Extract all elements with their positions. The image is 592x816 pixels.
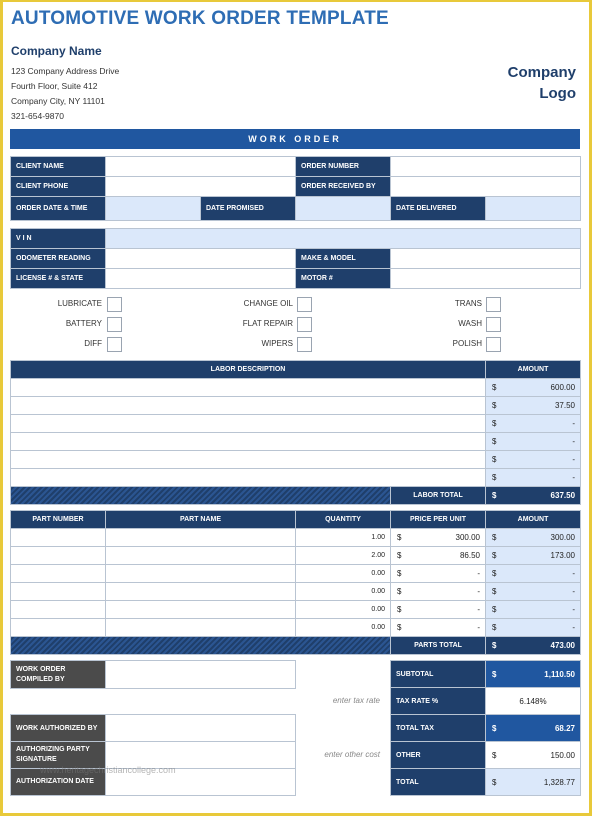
wash-checkbox[interactable] bbox=[486, 317, 501, 332]
quantity-field[interactable]: 1.00 bbox=[296, 529, 391, 547]
company-phone: 321-654-9870 bbox=[11, 111, 64, 121]
work-order-bar: WORK ORDER bbox=[10, 129, 580, 149]
wipers-checkbox[interactable] bbox=[297, 337, 312, 352]
battery-checkbox[interactable] bbox=[107, 317, 122, 332]
part-name-field[interactable] bbox=[106, 619, 296, 637]
labor-desc-field[interactable] bbox=[11, 433, 486, 451]
date-delivered-label: DATE DELIVERED bbox=[391, 197, 486, 221]
parts-amount-cell: $ 300.00 bbox=[486, 529, 581, 547]
total-tax-label: TOTAL TAX bbox=[391, 715, 486, 742]
diff-label: DIFF bbox=[84, 339, 102, 348]
enter-other-cost-hint: enter other cost bbox=[324, 750, 380, 759]
authorized-by-field[interactable] bbox=[106, 715, 296, 742]
parts-total-value: 473.00 bbox=[550, 641, 575, 650]
parts-amount-value: - bbox=[572, 587, 575, 596]
part-number-field[interactable] bbox=[11, 583, 106, 601]
labor-amount-value: 600.00 bbox=[550, 383, 576, 392]
change-oil-label: CHANGE OIL bbox=[243, 299, 293, 308]
enter-tax-rate-hint: enter tax rate bbox=[332, 696, 380, 705]
price-field[interactable]: $ - bbox=[391, 619, 486, 637]
company-logo bbox=[476, 62, 576, 104]
watermark: www.heritagechristiancollege.com bbox=[40, 765, 176, 775]
total-label: TOTAL bbox=[391, 769, 486, 796]
price-field[interactable]: $ - bbox=[391, 583, 486, 601]
price-value: - bbox=[477, 605, 480, 614]
parts-table bbox=[10, 510, 581, 655]
change-oil-checkbox[interactable] bbox=[297, 297, 312, 312]
battery-label: BATTERY bbox=[65, 319, 102, 328]
license-state-field[interactable] bbox=[106, 269, 296, 289]
part-number-field[interactable] bbox=[11, 619, 106, 637]
date-promised-field[interactable] bbox=[296, 197, 391, 221]
motor-label: MOTOR # bbox=[296, 269, 391, 289]
parts-amount-value: - bbox=[572, 623, 575, 632]
trans-label: TRANS bbox=[454, 299, 482, 308]
part-number-header: PART NUMBER bbox=[11, 511, 106, 529]
total-cell: $ 1,328.77 bbox=[486, 769, 581, 796]
tax-rate-label: TAX RATE % bbox=[391, 688, 486, 715]
compiled-by-table bbox=[10, 660, 296, 689]
total-value: 1,328.77 bbox=[543, 777, 575, 787]
vehicle-info-table bbox=[10, 228, 581, 289]
compiled-by-label: WORK ORDER COMPILED BY bbox=[11, 661, 106, 689]
labor-total-stripe bbox=[11, 487, 391, 505]
total-tax-cell: $ 68.27 bbox=[486, 715, 581, 742]
polish-checkbox[interactable] bbox=[486, 337, 501, 352]
wash-label: WASH bbox=[458, 319, 482, 328]
subtotal-label: SUBTOTAL bbox=[391, 661, 486, 688]
diff-checkbox[interactable] bbox=[107, 337, 122, 352]
parts-amount-value: 300.00 bbox=[550, 533, 575, 542]
part-name-field[interactable] bbox=[106, 601, 296, 619]
labor-desc-field[interactable] bbox=[11, 379, 486, 397]
labor-amount-cell: $ - bbox=[486, 469, 581, 487]
quantity-field[interactable]: 0.00 bbox=[296, 583, 391, 601]
flat-repair-checkbox[interactable] bbox=[297, 317, 312, 332]
make-model-label: MAKE & MODEL bbox=[296, 249, 391, 269]
parts-amount-value: - bbox=[572, 605, 575, 614]
labor-desc-field[interactable] bbox=[11, 397, 486, 415]
parts-amount-cell: $ - bbox=[486, 601, 581, 619]
parts-amount-cell: $ - bbox=[486, 583, 581, 601]
price-value: - bbox=[477, 587, 480, 596]
parts-amount-value: - bbox=[572, 569, 575, 578]
odometer-field[interactable] bbox=[106, 249, 296, 269]
order-number-field[interactable] bbox=[391, 157, 581, 177]
labor-amount-value: - bbox=[572, 455, 576, 464]
price-per-unit-header: PRICE PER UNIT bbox=[391, 511, 486, 529]
tax-rate-field[interactable]: 6.148% bbox=[486, 688, 581, 715]
company-address-line1: 123 Company Address Drive bbox=[11, 66, 120, 76]
totals-table bbox=[390, 660, 581, 796]
authorized-by-label: WORK AUTHORIZED BY bbox=[11, 715, 106, 742]
authorization-table bbox=[10, 714, 296, 796]
subtotal-value: 1,110.50 bbox=[544, 669, 575, 679]
other-value: 150.00 bbox=[550, 750, 575, 760]
vin-field[interactable] bbox=[106, 229, 581, 249]
client-name-label: CLIENT NAME bbox=[11, 157, 106, 177]
labor-amount-cell: $ - bbox=[486, 433, 581, 451]
order-received-by-field[interactable] bbox=[391, 177, 581, 197]
price-field[interactable]: $ - bbox=[391, 601, 486, 619]
license-state-label: LICENSE # & STATE bbox=[11, 269, 106, 289]
labor-description-header: LABOR DESCRIPTION bbox=[11, 361, 486, 379]
labor-amount-cell: $ 600.00 bbox=[486, 379, 581, 397]
part-name-field[interactable] bbox=[106, 583, 296, 601]
odometer-label: ODOMETER READING bbox=[11, 249, 106, 269]
price-field[interactable]: $ 86.50 bbox=[391, 547, 486, 565]
logo-line1: Company bbox=[507, 64, 576, 81]
labor-amount-value: - bbox=[572, 419, 576, 428]
labor-total-label: LABOR TOTAL bbox=[391, 487, 486, 505]
labor-amount-value: - bbox=[572, 437, 576, 446]
parts-amount-header: AMOUNT bbox=[486, 511, 581, 529]
lubricate-label: LUBRICATE bbox=[57, 299, 102, 308]
authorization-date-label: AUTHORIZATION DATE bbox=[11, 769, 106, 796]
parts-total-stripe bbox=[11, 637, 391, 655]
part-name-field[interactable] bbox=[106, 547, 296, 565]
other-field[interactable]: $ 150.00 bbox=[486, 742, 581, 769]
quantity-header: QUANTITY bbox=[296, 511, 391, 529]
trans-checkbox[interactable] bbox=[486, 297, 501, 312]
signature-label: AUTHORIZING PARTY SIGNATURE bbox=[11, 742, 106, 769]
price-field[interactable]: $ 300.00 bbox=[391, 529, 486, 547]
other-label: OTHER bbox=[391, 742, 486, 769]
lubricate-checkbox[interactable] bbox=[107, 297, 122, 312]
part-number-field[interactable] bbox=[11, 529, 106, 547]
client-info-table bbox=[10, 156, 581, 221]
part-number-field[interactable] bbox=[11, 601, 106, 619]
client-phone-field[interactable] bbox=[106, 177, 296, 197]
parts-amount-cell: $ - bbox=[486, 619, 581, 637]
labor-desc-field[interactable] bbox=[11, 451, 486, 469]
labor-table bbox=[10, 360, 581, 505]
subtotal-cell: $ 1,110.50 bbox=[486, 661, 581, 688]
price-field[interactable]: $ - bbox=[391, 565, 486, 583]
part-number-field[interactable] bbox=[11, 565, 106, 583]
part-name-header: PART NAME bbox=[106, 511, 296, 529]
labor-amount-value: - bbox=[572, 473, 576, 482]
vin-label: V I N bbox=[11, 229, 106, 249]
parts-total-label: PARTS TOTAL bbox=[391, 637, 486, 655]
labor-desc-field[interactable] bbox=[11, 415, 486, 433]
client-phone-label: CLIENT PHONE bbox=[11, 177, 106, 197]
part-name-field[interactable] bbox=[106, 565, 296, 583]
order-date-time-field[interactable] bbox=[106, 197, 201, 221]
polish-label: POLISH bbox=[452, 339, 482, 348]
price-value: 86.50 bbox=[459, 551, 480, 560]
order-date-time-label: ORDER DATE & TIME bbox=[11, 197, 106, 221]
wipers-label: WIPERS bbox=[261, 339, 293, 348]
labor-amount-header: AMOUNT bbox=[486, 361, 581, 379]
parts-amount-cell: $ 173.00 bbox=[486, 547, 581, 565]
logo-line2: Logo bbox=[539, 85, 576, 102]
labor-total-cell: $ 637.50 bbox=[486, 487, 581, 505]
company-address-line3: Company City, NY 11101 bbox=[11, 96, 105, 106]
price-value: - bbox=[477, 569, 480, 578]
page-title: AUTOMOTIVE WORK ORDER TEMPLATE bbox=[11, 8, 389, 29]
client-name-field[interactable] bbox=[106, 157, 296, 177]
order-number-label: ORDER NUMBER bbox=[296, 157, 391, 177]
motor-field[interactable] bbox=[391, 269, 581, 289]
company-address-line2: Fourth Floor, Suite 412 bbox=[11, 81, 98, 91]
labor-amount-value: 37.50 bbox=[554, 401, 576, 410]
quantity-field[interactable]: 0.00 bbox=[296, 619, 391, 637]
labor-desc-field[interactable] bbox=[11, 469, 486, 487]
part-name-field[interactable] bbox=[106, 529, 296, 547]
price-value: - bbox=[477, 623, 480, 632]
labor-amount-cell: $ - bbox=[486, 415, 581, 433]
parts-amount-value: 173.00 bbox=[550, 551, 575, 560]
compiled-by-field[interactable] bbox=[106, 661, 296, 689]
labor-amount-cell: $ - bbox=[486, 451, 581, 469]
company-name: Company Name bbox=[11, 44, 102, 58]
quantity-field[interactable]: 2.00 bbox=[296, 547, 391, 565]
price-value: 300.00 bbox=[455, 533, 480, 542]
order-received-by-label: ORDER RECEIVED BY bbox=[296, 177, 391, 197]
total-tax-value: 68.27 bbox=[554, 723, 575, 733]
parts-total-cell: $ 473.00 bbox=[486, 637, 581, 655]
date-delivered-field[interactable] bbox=[486, 197, 581, 221]
part-number-field[interactable] bbox=[11, 547, 106, 565]
quantity-field[interactable]: 0.00 bbox=[296, 601, 391, 619]
flat-repair-label: FLAT REPAIR bbox=[242, 319, 293, 328]
quantity-field[interactable]: 0.00 bbox=[296, 565, 391, 583]
date-promised-label: DATE PROMISED bbox=[201, 197, 296, 221]
labor-total-value: 637.50 bbox=[550, 491, 576, 500]
labor-amount-cell: $ 37.50 bbox=[486, 397, 581, 415]
parts-amount-cell: $ - bbox=[486, 565, 581, 583]
make-model-field[interactable] bbox=[391, 249, 581, 269]
